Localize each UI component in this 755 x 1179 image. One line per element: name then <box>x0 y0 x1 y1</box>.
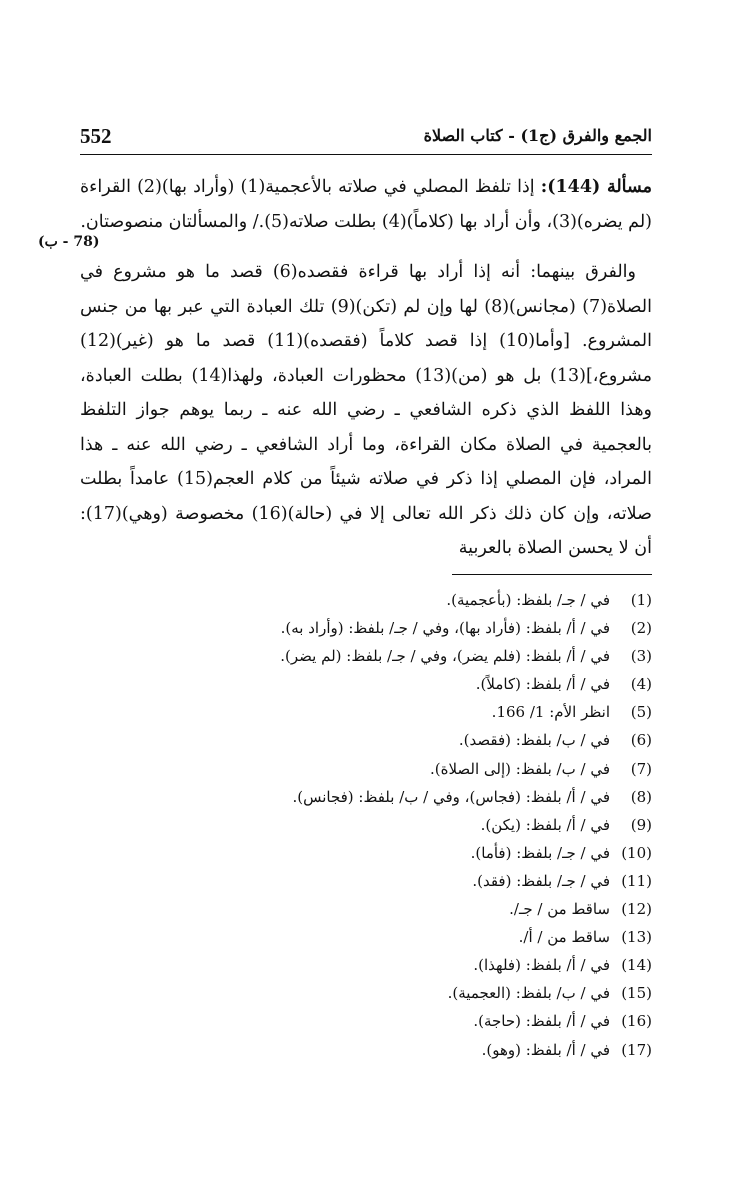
footnote-text: في / أ/ بلفظ: (فجاس)، وفي / ب/ بلفظ: (فجانس). <box>292 787 610 806</box>
footnote-item <box>80 614 652 642</box>
issue-heading: مسألة (144): <box>540 177 652 197</box>
difference-paragraph: والفرق بينهما: أنه إذا أراد بها قراءة فقصده(6) قصد ما هو مشروع في الصلاة(7) (مجانس)(8) لها وإن لم (تكن)(9) تلك العبادة التي عبر بها من جنس المشروع. [وأما(10) إذا قصد كلاماً (فقصده)(11) قصد ما هو (غير)(12) مشروع،](13) بل هو (من)(13) محظورات العبادة، ولهذا(14) بطلت العبادة، وهذا اللفظ الذي ذكره الشافعي ـ رضي الله عنه ـ ربما يوهم جواز التلفظ بالعجمية في الصلاة مكان القراءة، وما أراد الشافعي ـ رضي الله عنه ـ هذا المراد، فإن المصلي إذا ذكر في صلاته شيئاً من كلام العجم(15) عامداً بطلت صلاته، وإن كان ذلك ذكر الله تعالى إلا في (حالة)(16) مخصوصة (وهي)(17): أن لا يحسن الصلاة بالعربية <box>80 262 652 558</box>
footnote-text: ساقط من / جـ/. <box>509 900 610 919</box>
footnote-item <box>80 1007 652 1035</box>
footnote-number: (7) <box>630 759 652 778</box>
footnote-number: (4) <box>630 675 652 694</box>
footnote-number: (10) <box>621 843 652 862</box>
footnote-number: (2) <box>630 619 652 638</box>
footnote-item <box>80 755 652 783</box>
footnote-number: (12) <box>621 900 652 919</box>
footnote-text: في / أ/ بلفظ: (وهو). <box>481 1040 610 1059</box>
footnote-number: (14) <box>621 956 652 975</box>
footnote-number: (11) <box>621 871 652 890</box>
footnote-number: (15) <box>621 984 652 1003</box>
footnote-item <box>80 811 652 839</box>
manuscript-folio-note: (78 - ب) <box>38 234 100 250</box>
footnote-item <box>80 698 652 726</box>
footnote-text: في / جـ/ بلفظ: (فقد). <box>472 871 610 890</box>
header-divider <box>80 154 652 155</box>
footnote-item <box>80 726 652 754</box>
footnote-text: في / ب/ بلفظ: (إلى الصلاة). <box>429 759 610 778</box>
footnotes-list <box>80 586 652 1064</box>
footnote-text: في / أ/ بلفظ: (حاجة). <box>473 1012 610 1031</box>
footnote-text: في / أ/ بلفظ: (فلم يضر)، وفي / جـ/ بلفظ: (لم يضر). <box>280 647 610 666</box>
footnote-number: (8) <box>630 787 652 806</box>
footnote-item <box>80 895 652 923</box>
footnote-item <box>80 867 652 895</box>
page-header <box>80 122 652 152</box>
footnote-item <box>80 979 652 1007</box>
footnote-number: (9) <box>630 815 652 834</box>
footnote-item <box>80 642 652 670</box>
footnote-divider <box>452 574 652 575</box>
footnote-number: (13) <box>621 928 652 947</box>
footnote-text: ساقط من / أ/. <box>518 928 610 947</box>
issue-text: إذا تلفظ المصلي في صلاته بالأعجمية(1) (وأراد بها)(2) القراءة (لم يضره)(3)، وأن أراد بها (كلاماً)(4) بطلت صلاته(5)./ والمسألتان منصوصتان. <box>80 177 652 232</box>
footnote-item <box>80 670 652 698</box>
footnote-text: انظر الأم: 1/ 166. <box>491 703 610 722</box>
page-number: 552 <box>80 124 112 148</box>
footnote-text: في / أ/ بلفظ: (يكن). <box>480 815 610 834</box>
footnote-text: في / أ/ بلفظ: (فأراد بها)، وفي / جـ/ بلفظ: (وأراد به). <box>280 619 610 638</box>
main-text <box>80 170 652 566</box>
issue-paragraph <box>80 170 652 239</box>
footnote-text: في / ب/ بلفظ: (فقصد). <box>458 731 610 750</box>
footnote-item <box>80 923 652 951</box>
footnote-text: في / جـ/ بلفظ: (فأما). <box>470 843 610 862</box>
footnote-item <box>80 586 652 614</box>
footnote-text: في / ب/ بلفظ: (العجمية). <box>447 984 610 1003</box>
footnote-item <box>80 1036 652 1064</box>
footnote-number: (6) <box>630 731 652 750</box>
footnote-text: في / جـ/ بلفظ: (بأعجمية). <box>446 591 610 609</box>
footnote-item <box>80 783 652 811</box>
footnote-number: (16) <box>621 1012 652 1031</box>
footnote-text: في / أ/ بلفظ: (كاملاً). <box>475 675 610 694</box>
footnote-number: (5) <box>630 703 652 722</box>
running-title: الجمع والفرق (ج1) - كتاب الصلاة <box>423 126 652 145</box>
footnote-number: (3) <box>630 647 652 666</box>
footnote-item <box>80 951 652 979</box>
footnote-number: (17) <box>621 1040 652 1059</box>
footnote-number: (1) <box>630 591 652 609</box>
footnote-item <box>80 839 652 867</box>
footnote-text: في / أ/ بلفظ: (فلهذا). <box>473 956 610 975</box>
